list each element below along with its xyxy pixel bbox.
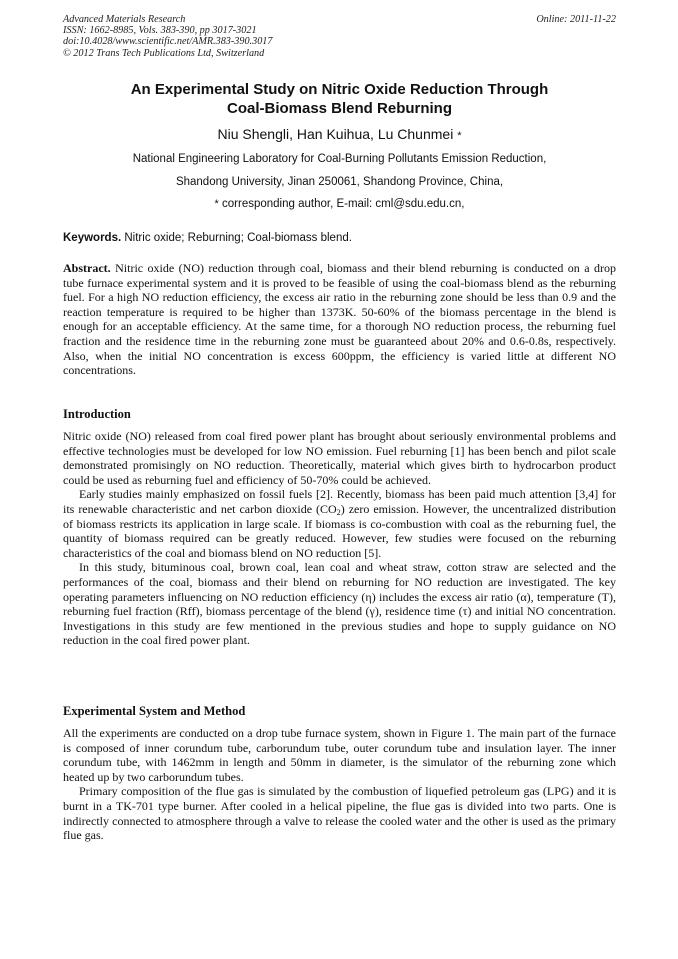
online-date: Online: 2011-11-22 — [536, 14, 616, 25]
affiliation-line-1: National Engineering Laboratory for Coal-Burning Pollutants Emission Reduction, — [132, 153, 547, 165]
abstract-text: Nitric oxide (NO) reduction through coal, biomass and their blend reburning is conducted on a drop tube furnace experimental system and it is proved to be feasible of using the coal-biomass blend as the reburning fuel. For a high NO reduction efficiency, the excess air ratio in the reburning zone should be less than 0.9 and the reaction temperature is required to be higher than 1373K. 50-60% of the biomass percentage in the blend is enough for an acceptable efficiency. At the same time, for a thorough NO reduction process, the reburning fuel fraction and the residence time in the reburning zone must be guaranteed about 20% and 0.6-0.8s, respectively. Also, when the initial NO concentration is excess 600ppm, the efficiency is varied little at different NO concentrations. — [63, 261, 616, 378]
keywords-label: Keywords. — [63, 232, 122, 244]
co2-subscript: 2 — [336, 507, 341, 517]
issn-line: ISSN: 1662-8985, Vols. 383-390, pp 3017-3021 — [63, 25, 257, 37]
copyright-line: © 2012 Trans Tech Publications Ltd, Switzerland — [63, 47, 265, 59]
intro-paragraph-2 — [63, 487, 616, 560]
abstract-label: Abstract. — [63, 261, 111, 275]
intro-paragraph-1: Nitric oxide (NO) released from coal fired power plant has brought about seriously environmental problems and effective technologies must be developed for low NO emission. Fuel reburning [1] has been bench and pilot scale demonstrated promisingly on NO reduction. Theoretically, material which gives birth to hydrocarbon product could be used as reburning fuel and efficiency of 50-70% could be achieved. — [63, 429, 616, 487]
experimental-body — [63, 726, 616, 843]
introduction-body — [63, 429, 616, 648]
affiliation-line-2: Shandong University, Jinan 250061, Shandong Province, China, — [175, 176, 504, 188]
keywords-text: Nitric oxide; Reburning; Coal-biomass blend. — [124, 232, 352, 244]
experimental-heading: Experimental System and Method — [63, 704, 246, 718]
intro-paragraph-2-part-a: Early studies mainly emphasized on fossil fuels [2]. Recently, biomass has been paid much attention [3,4] for its renewable characteristic and net carbon dioxide (CO — [63, 487, 616, 516]
doi-line: doi:10.4028/www.scientific.net/AMR.383-390.3017 — [63, 36, 273, 48]
journal-header — [63, 14, 616, 59]
title-line-1: An Experimental Study on Nitric Oxide Reduction Through — [130, 81, 549, 98]
introduction-heading: Introduction — [63, 407, 131, 421]
title-line-2: Coal-Biomass Blend Reburning — [226, 100, 453, 117]
intro-paragraph-2-part-b: ) zero emission. However, the uncentralized distribution of biomass restricts its application in large scale. If biomass is co-combustion with coal as the reburning fuel, the quantity of biomass required can be greatly reduced. However, few studies were focused on the reburning characteristics of the coal and biomass blend on NO reduction [5]. — [63, 501, 617, 560]
exp-paragraph-1: All the experiments are conducted on a drop tube furnace system, shown in Figure 1. The main part of the furnace is composed of inner corundum tube, carborundum tube, outer corundum tube and insulation layer. The inner corundum tube, with 1462mm in length and 50mm in diameter, is the simulator of the reburning zone which heated up by two carborundum tubes. — [63, 726, 616, 784]
corresponding-asterisk: * — [214, 198, 219, 210]
abstract — [63, 261, 616, 378]
journal-name: Advanced Materials Research — [63, 14, 186, 25]
corresponding-text: corresponding author, E-mail: cml@sdu.edu.cn, — [222, 198, 465, 210]
intro-paragraph-3: In this study, bituminous coal, brown coal, lean coal and wheat straw, cotton straw are selected and the performances of the coal, biomass and their blend on reburning for NO reduction are investigated. The key operating parameters influencing on NO reduction efficiency (η) includes the excess air ratio (α), temperature (T), reburning fuel fraction (Rff), biomass percentage of the blend (γ), residence time (τ) and initial NO concentration. Investigations in this study are few mentioned in the previous studies and hope to supply guidance on NO reduction in the coal fired power plant. — [63, 560, 616, 648]
corresponding-author — [63, 197, 616, 211]
paper-title — [63, 80, 616, 118]
keywords — [63, 231, 616, 245]
exp-paragraph-2: Primary composition of the flue gas is simulated by the combustion of liquefied petroleum gas (LPG) and it is burnt in a TK-701 type burner. After cooled in a helical pipeline, the flue gas is divided into two parts. One is indirectly connected to atmosphere through a valve to release the cooled water and the other is used as the primary flue gas. — [63, 784, 616, 843]
author-list — [63, 126, 616, 145]
authors-text: Niu Shengli, Han Kuihua, Lu Chunmei — [217, 126, 454, 142]
author-asterisk: * — [457, 130, 462, 142]
